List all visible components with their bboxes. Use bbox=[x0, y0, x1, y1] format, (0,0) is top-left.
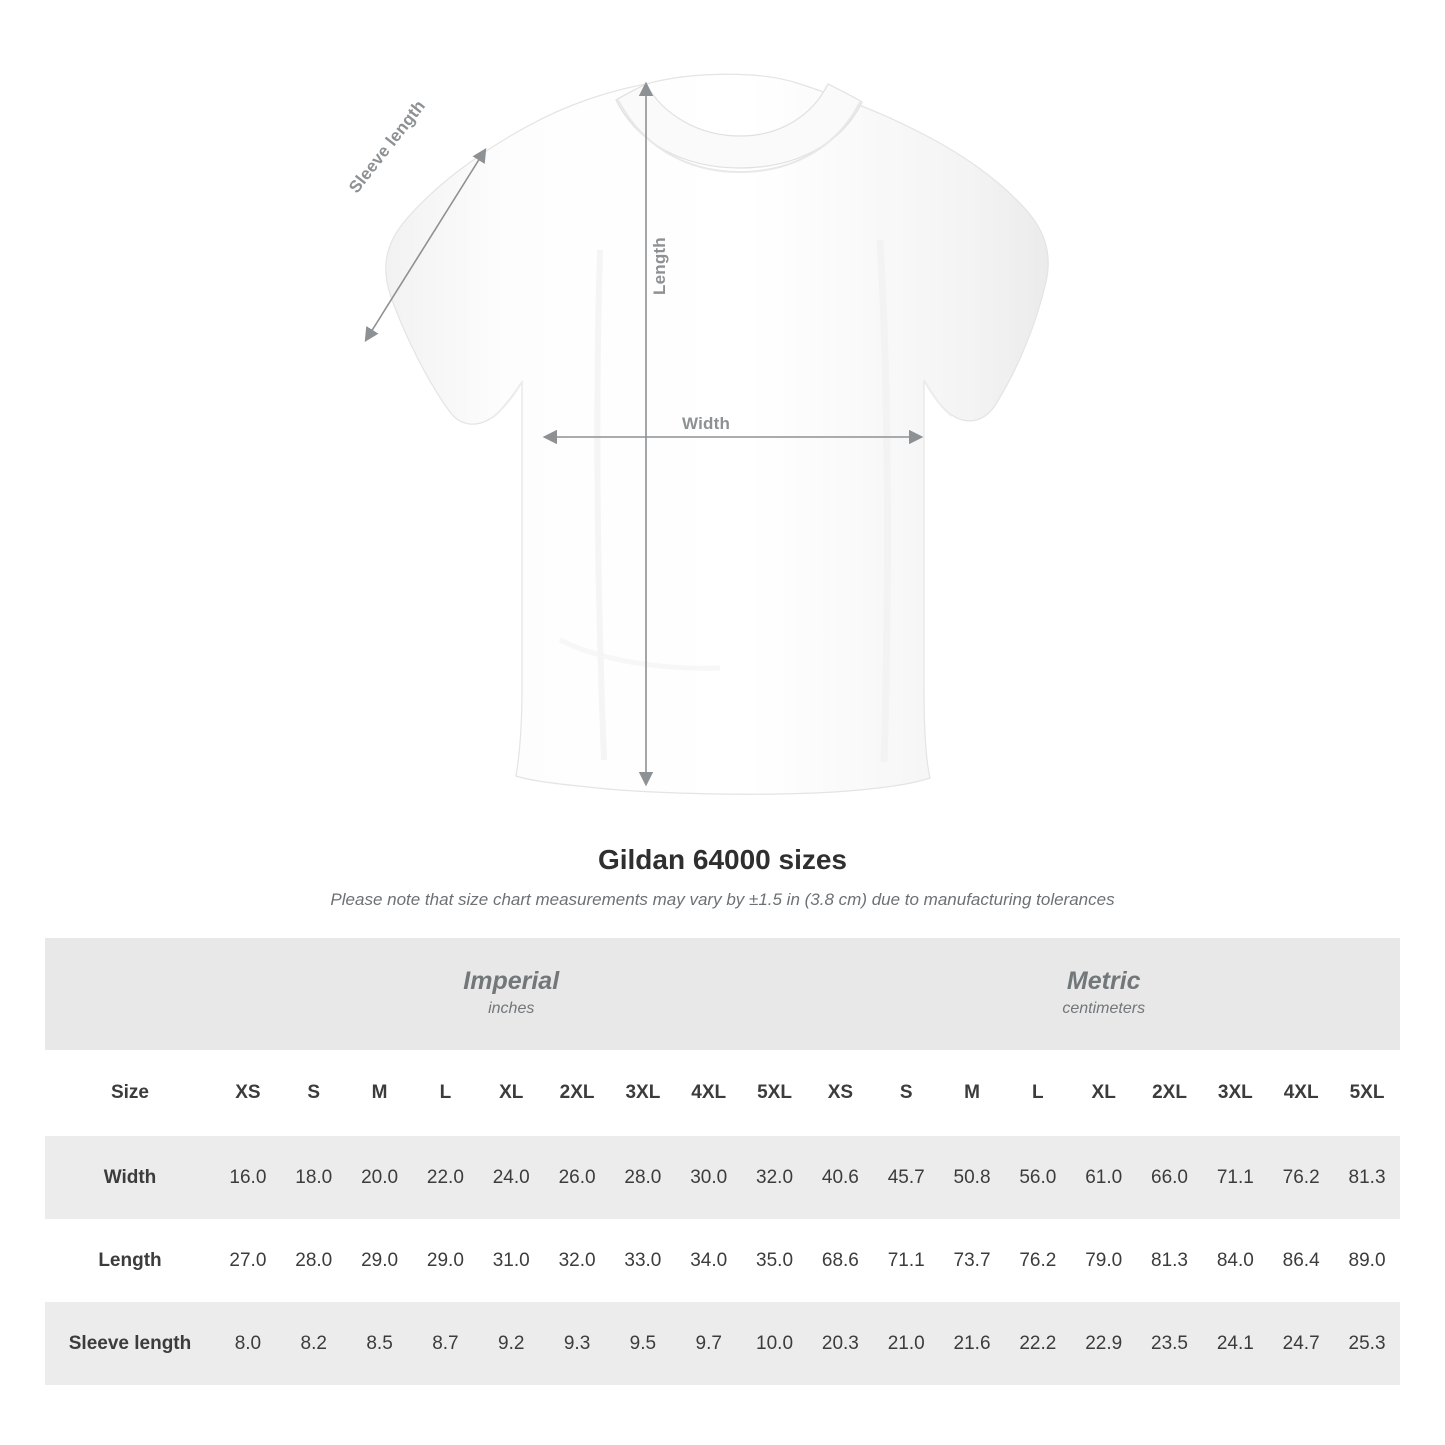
cell-length-12: 76.2 bbox=[1005, 1219, 1071, 1302]
size-chart-table-wrap bbox=[45, 938, 1400, 1385]
size-col-xl-metric: XL bbox=[1071, 1050, 1137, 1136]
cell-length-0: 27.0 bbox=[215, 1219, 281, 1302]
title-block bbox=[0, 844, 1445, 910]
cell-length-2: 29.0 bbox=[347, 1219, 413, 1302]
cell-width-15: 71.1 bbox=[1202, 1136, 1268, 1219]
row-header-width: Width bbox=[45, 1136, 215, 1219]
size-col-m-imperial: M bbox=[347, 1050, 413, 1136]
cell-sleeve-17: 25.3 bbox=[1334, 1302, 1400, 1385]
cell-sleeve-12: 22.2 bbox=[1005, 1302, 1071, 1385]
cell-sleeve-10: 21.0 bbox=[873, 1302, 939, 1385]
cell-sleeve-1: 8.2 bbox=[281, 1302, 347, 1385]
size-col-4xl-metric: 4XL bbox=[1268, 1050, 1334, 1136]
cell-sleeve-11: 21.6 bbox=[939, 1302, 1005, 1385]
size-col-s-metric: S bbox=[873, 1050, 939, 1136]
cell-length-9: 68.6 bbox=[807, 1219, 873, 1302]
cell-length-1: 28.0 bbox=[281, 1219, 347, 1302]
cell-sleeve-9: 20.3 bbox=[807, 1302, 873, 1385]
unit-group-imperial-sub: inches bbox=[488, 999, 535, 1017]
cell-sleeve-7: 9.7 bbox=[676, 1302, 742, 1385]
cell-sleeve-14: 23.5 bbox=[1137, 1302, 1203, 1385]
cell-width-1: 18.0 bbox=[281, 1136, 347, 1219]
cell-length-6: 33.0 bbox=[610, 1219, 676, 1302]
cell-width-9: 40.6 bbox=[807, 1136, 873, 1219]
cell-sleeve-0: 8.0 bbox=[215, 1302, 281, 1385]
size-col-3xl-metric: 3XL bbox=[1202, 1050, 1268, 1136]
size-col-4xl-imperial: 4XL bbox=[676, 1050, 742, 1136]
table-row-width bbox=[45, 1136, 1400, 1219]
table-row-sleeve-length bbox=[45, 1302, 1400, 1385]
cell-sleeve-4: 9.2 bbox=[478, 1302, 544, 1385]
size-col-l-metric: L bbox=[1005, 1050, 1071, 1136]
cell-length-7: 34.0 bbox=[676, 1219, 742, 1302]
cell-sleeve-3: 8.7 bbox=[412, 1302, 478, 1385]
cell-width-4: 24.0 bbox=[478, 1136, 544, 1219]
length-label: Length bbox=[650, 237, 669, 295]
size-col-m-metric: M bbox=[939, 1050, 1005, 1136]
size-col-5xl-metric: 5XL bbox=[1334, 1050, 1400, 1136]
cell-width-3: 22.0 bbox=[412, 1136, 478, 1219]
unit-group-metric-sub: centimeters bbox=[1062, 999, 1146, 1017]
cell-width-7: 30.0 bbox=[676, 1136, 742, 1219]
width-label: Width bbox=[682, 414, 731, 433]
cell-sleeve-5: 9.3 bbox=[544, 1302, 610, 1385]
cell-width-10: 45.7 bbox=[873, 1136, 939, 1219]
size-col-xs-metric: XS bbox=[807, 1050, 873, 1136]
size-col-s-imperial: S bbox=[281, 1050, 347, 1136]
size-col-5xl-imperial: 5XL bbox=[742, 1050, 808, 1136]
cell-sleeve-6: 9.5 bbox=[610, 1302, 676, 1385]
size-col-l-imperial: L bbox=[412, 1050, 478, 1136]
cell-length-16: 86.4 bbox=[1268, 1219, 1334, 1302]
size-chart-table bbox=[45, 938, 1400, 1385]
cell-length-4: 31.0 bbox=[478, 1219, 544, 1302]
unit-header-spacer bbox=[45, 938, 215, 1050]
size-col-2xl-metric: 2XL bbox=[1137, 1050, 1203, 1136]
cell-width-17: 81.3 bbox=[1334, 1136, 1400, 1219]
cell-length-10: 71.1 bbox=[873, 1219, 939, 1302]
cell-width-14: 66.0 bbox=[1137, 1136, 1203, 1219]
cell-width-8: 32.0 bbox=[742, 1136, 808, 1219]
cell-sleeve-13: 22.9 bbox=[1071, 1302, 1137, 1385]
cell-length-5: 32.0 bbox=[544, 1219, 610, 1302]
cell-width-16: 76.2 bbox=[1268, 1136, 1334, 1219]
page-title: Gildan 64000 sizes bbox=[597, 844, 848, 875]
sleeve-length-label: Sleeve length bbox=[345, 96, 430, 197]
cell-width-2: 20.0 bbox=[347, 1136, 413, 1219]
cell-width-6: 28.0 bbox=[610, 1136, 676, 1219]
cell-length-11: 73.7 bbox=[939, 1219, 1005, 1302]
cell-length-13: 79.0 bbox=[1071, 1219, 1137, 1302]
cell-sleeve-16: 24.7 bbox=[1268, 1302, 1334, 1385]
size-col-xl-imperial: XL bbox=[478, 1050, 544, 1136]
shirt-shape bbox=[386, 74, 1048, 794]
size-col-2xl-imperial: 2XL bbox=[544, 1050, 610, 1136]
cell-sleeve-2: 8.5 bbox=[347, 1302, 413, 1385]
size-col-xs-imperial: XS bbox=[215, 1050, 281, 1136]
cell-sleeve-8: 10.0 bbox=[742, 1302, 808, 1385]
cell-width-13: 61.0 bbox=[1071, 1136, 1137, 1219]
size-col-3xl-imperial: 3XL bbox=[610, 1050, 676, 1136]
unit-group-metric-name: Metric bbox=[1066, 966, 1141, 995]
tolerance-note: Please note that size chart measurements may vary by ±1.5 in (3.8 cm) due to manufacturing tolerances bbox=[330, 890, 1115, 909]
unit-group-metric bbox=[807, 938, 1400, 1050]
row-header-size: Size bbox=[45, 1050, 215, 1136]
cell-width-5: 26.0 bbox=[544, 1136, 610, 1219]
cell-length-15: 84.0 bbox=[1202, 1219, 1268, 1302]
cell-length-14: 81.3 bbox=[1137, 1219, 1203, 1302]
cell-sleeve-15: 24.1 bbox=[1202, 1302, 1268, 1385]
cell-length-8: 35.0 bbox=[742, 1219, 808, 1302]
unit-group-imperial-name: Imperial bbox=[463, 966, 560, 995]
row-header-length: Length bbox=[45, 1219, 215, 1302]
unit-header-row bbox=[45, 938, 1400, 1050]
cell-length-3: 29.0 bbox=[412, 1219, 478, 1302]
cell-width-11: 50.8 bbox=[939, 1136, 1005, 1219]
cell-width-12: 56.0 bbox=[1005, 1136, 1071, 1219]
cell-length-17: 89.0 bbox=[1334, 1219, 1400, 1302]
unit-group-imperial bbox=[215, 938, 807, 1050]
row-header-sleeve-length: Sleeve length bbox=[45, 1302, 215, 1385]
size-header-row bbox=[45, 1050, 1400, 1136]
table-row-length bbox=[45, 1219, 1400, 1302]
cell-width-0: 16.0 bbox=[215, 1136, 281, 1219]
